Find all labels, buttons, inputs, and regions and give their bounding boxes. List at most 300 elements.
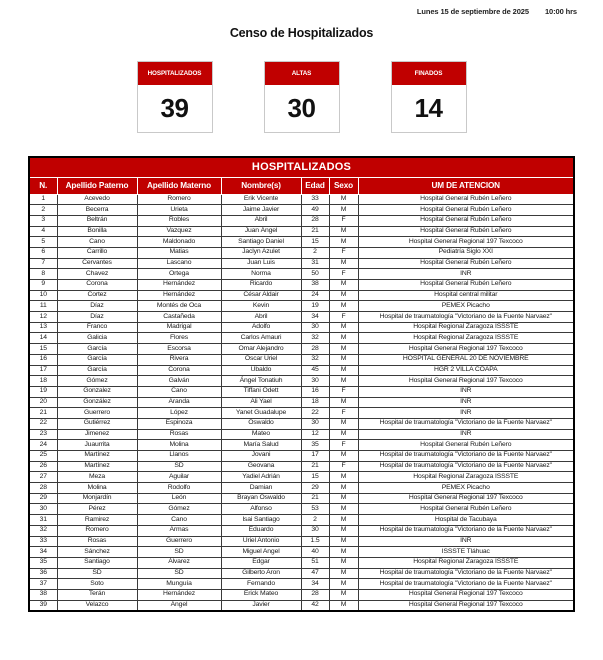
table-cell: HGR 2 VILLA COAPA <box>358 365 574 376</box>
table-cell: Hospital de traumatología "Victoriano de la Fuente Narvaez" <box>358 418 574 429</box>
table-cell: Jaclyn Azulet <box>221 247 301 258</box>
table-cell: Carlos Amauri <box>221 333 301 344</box>
table-cell: Corona <box>57 280 137 291</box>
table-cell: García <box>57 344 137 355</box>
table-row <box>29 247 574 258</box>
table-cell: PEMEX Picacho <box>358 301 574 312</box>
table-cell: 2 <box>29 205 57 216</box>
table-row <box>29 312 574 323</box>
table-cell: F <box>329 247 358 258</box>
table-cell: Urieta <box>137 205 221 216</box>
table-cell: Cano <box>137 515 221 526</box>
table-cell: M <box>329 504 358 515</box>
table-cell: 21 <box>301 493 329 504</box>
table-cell: Hospital General Regional 197 Texcoco <box>358 600 574 611</box>
report-datetime <box>417 7 577 16</box>
table-cell: Galicia <box>57 333 137 344</box>
table-cell: Acevedo <box>57 194 137 205</box>
table-cell: Monjardín <box>57 493 137 504</box>
stat-card-finados <box>391 61 467 133</box>
table-cell: Santiago Daniel <box>221 237 301 248</box>
table-cell: INR <box>358 386 574 397</box>
table-cell: 30 <box>29 504 57 515</box>
table-cell: M <box>329 483 358 494</box>
table-cell: SD <box>57 568 137 579</box>
stat-label-altas: ALTAS <box>265 62 339 85</box>
table-cell: 1.5 <box>301 536 329 547</box>
table-header-row <box>29 177 574 194</box>
table-cell: 17 <box>29 365 57 376</box>
col-header-apellido-materno: Apellido Materno <box>137 177 221 194</box>
table-cell: 22 <box>29 418 57 429</box>
table-cell: 33 <box>301 194 329 205</box>
table-cell: M <box>329 376 358 387</box>
table-cell: M <box>329 579 358 590</box>
table-cell: Lascano <box>137 258 221 269</box>
table-cell: 29 <box>301 483 329 494</box>
col-header-um-de-atencion: UM DE ATENCION <box>358 177 574 194</box>
table-cell: Bonilla <box>57 226 137 237</box>
table-cell: 50 <box>301 269 329 280</box>
table-cell: M <box>329 226 358 237</box>
table-cell: 16 <box>301 386 329 397</box>
table-cell: Gilberto Aron <box>221 568 301 579</box>
table-cell: Meza <box>57 472 137 483</box>
table-cell: 7 <box>29 258 57 269</box>
table-cell: Alfonso <box>221 504 301 515</box>
table-cell: Terán <box>57 589 137 600</box>
table-row <box>29 589 574 600</box>
table-row <box>29 557 574 568</box>
table-cell: M <box>329 429 358 440</box>
report-date: Lunes 15 de septiembre de 2025 <box>416 7 529 16</box>
table-cell: 30 <box>301 418 329 429</box>
table-cell: Hernández <box>137 280 221 291</box>
table-cell: 19 <box>301 301 329 312</box>
report-time: 10:00 hrs <box>544 7 577 16</box>
table-cell: 22 <box>301 408 329 419</box>
table-cell: M <box>329 290 358 301</box>
table-cell: Sánchez <box>57 547 137 558</box>
table-cell: Ramirez <box>57 515 137 526</box>
table-cell: Eduardo <box>221 525 301 536</box>
table-cell: 30 <box>301 376 329 387</box>
table-cell: 38 <box>301 280 329 291</box>
table-cell: Madrigal <box>137 322 221 333</box>
table-cell: SD <box>137 547 221 558</box>
table-cell: M <box>329 472 358 483</box>
table-cell: M <box>329 536 358 547</box>
table-cell: García <box>57 365 137 376</box>
table-cell: SD <box>137 461 221 472</box>
table-cell: Javier <box>221 600 301 611</box>
table-cell: INR <box>358 269 574 280</box>
table-cell: 3 <box>29 215 57 226</box>
stat-value-finados: 14 <box>414 93 443 123</box>
table-cell: 5 <box>29 237 57 248</box>
col-header-sexo: Sexo <box>329 177 358 194</box>
table-cell: M <box>329 589 358 600</box>
table-cell: PEMEX Picacho <box>358 483 574 494</box>
table-cell: Santiago <box>57 557 137 568</box>
table-cell: Ali Yael <box>221 397 301 408</box>
table-row <box>29 600 574 611</box>
table-cell: Hospital de traumatología "Victoriano de la Fuente Narvaez" <box>358 312 574 323</box>
table-cell: M <box>329 557 358 568</box>
table-cell: Montés de Oca <box>137 301 221 312</box>
table-cell: Juan Luis <box>221 258 301 269</box>
table-cell: Espinoza <box>137 418 221 429</box>
table-cell: Brayan Oswaldo <box>221 493 301 504</box>
table-cell: Hospital General Rubén Leñero <box>358 226 574 237</box>
table-row <box>29 354 574 365</box>
table-cell: M <box>329 322 358 333</box>
table-cell: 15 <box>301 237 329 248</box>
table-row <box>29 493 574 504</box>
table-cell: Ángel <box>137 600 221 611</box>
table-cell: M <box>329 515 358 526</box>
table-cell: F <box>329 440 358 451</box>
table-cell: César Aldair <box>221 290 301 301</box>
table-cell: 33 <box>29 536 57 547</box>
table-cell: Pérez <box>57 504 137 515</box>
table-cell: Hospital Regional Zaragoza ISSSTE <box>358 557 574 568</box>
table-row <box>29 301 574 312</box>
table-cell: Rosas <box>57 536 137 547</box>
table-cell: Cortez <box>57 290 137 301</box>
table-cell: Isai Santiago <box>221 515 301 526</box>
table-cell: 20 <box>29 397 57 408</box>
table-cell: 12 <box>29 312 57 323</box>
table-cell: Hospital General Regional 197 Texcoco <box>358 376 574 387</box>
table-cell: 19 <box>29 386 57 397</box>
table-cell: 34 <box>301 312 329 323</box>
table-cell: 21 <box>301 461 329 472</box>
table-cell: 13 <box>29 322 57 333</box>
table-cell: 24 <box>29 440 57 451</box>
table-cell: Norma <box>221 269 301 280</box>
col-header-n: N. <box>29 177 57 194</box>
table-row <box>29 322 574 333</box>
table-cell: Adolfo <box>221 322 301 333</box>
table-cell: Franco <box>57 322 137 333</box>
table-cell: Hernández <box>137 589 221 600</box>
table-cell: Hospital General Regional 197 Texcoco <box>358 344 574 355</box>
table-cell: 21 <box>301 226 329 237</box>
table-cell: Soto <box>57 579 137 590</box>
table-cell: Maldonado <box>137 237 221 248</box>
table-cell: 31 <box>29 515 57 526</box>
table-cell: Gómez <box>137 504 221 515</box>
table-cell: Uriel Antonio <box>221 536 301 547</box>
table-cell: Molina <box>137 440 221 451</box>
stat-label-finados: FINADOS <box>392 62 466 85</box>
table-cell: Beltrán <box>57 215 137 226</box>
table-cell: 40 <box>301 547 329 558</box>
table-row <box>29 418 574 429</box>
table-row <box>29 269 574 280</box>
table-cell: 32 <box>29 525 57 536</box>
table-cell: Geovana <box>221 461 301 472</box>
table-row <box>29 515 574 526</box>
table-cell: Llanos <box>137 451 221 462</box>
table-cell: Hospital General Rubén Leñero <box>358 194 574 205</box>
table-cell: 18 <box>29 376 57 387</box>
table-cell: Molina <box>57 483 137 494</box>
table-cell: Álvarez <box>137 557 221 568</box>
table-cell: 23 <box>29 429 57 440</box>
table-cell: 35 <box>301 440 329 451</box>
table-cell: Ortega <box>137 269 221 280</box>
table-cell: F <box>329 215 358 226</box>
table-cell: F <box>329 269 358 280</box>
table-cell: M <box>329 194 358 205</box>
table-cell: Hospital General Regional 197 Texcoco <box>358 237 574 248</box>
table-row <box>29 408 574 419</box>
table-row <box>29 226 574 237</box>
table-row <box>29 504 574 515</box>
table-row <box>29 429 574 440</box>
table-cell: Hospital General Rubén Leñero <box>358 258 574 269</box>
table-cell: Corona <box>137 365 221 376</box>
table-cell: 25 <box>29 451 57 462</box>
table-cell: Hospital General Rubén Leñero <box>358 215 574 226</box>
table-cell: Jimenez <box>57 429 137 440</box>
page-title: Censo de Hospitalizados <box>229 26 374 40</box>
table-cell: M <box>329 547 358 558</box>
col-header-edad: Edad <box>301 177 329 194</box>
table-cell: M <box>329 237 358 248</box>
table-cell: Jovani <box>221 451 301 462</box>
table-row <box>29 451 574 462</box>
table-cell: Cano <box>57 237 137 248</box>
table-cell: Cano <box>137 386 221 397</box>
table-cell: Pediatría Siglo XXI <box>358 247 574 258</box>
table-cell: Hernández <box>137 290 221 301</box>
stat-card-hospitalizados <box>137 61 213 133</box>
table-body <box>29 194 574 611</box>
table-cell: Gonzalez <box>57 386 137 397</box>
table-cell: Hospital de traumatología "Victoriano de la Fuente Narvaez" <box>358 568 574 579</box>
table-cell: Guerrero <box>137 536 221 547</box>
table-cell: Oswaldo <box>221 418 301 429</box>
table-row <box>29 461 574 472</box>
table-row <box>29 215 574 226</box>
table-cell: Hospital de traumatología "Victoriano de la Fuente Narvaez" <box>358 525 574 536</box>
table-cell: 26 <box>29 461 57 472</box>
table-cell: M <box>329 205 358 216</box>
table-row <box>29 194 574 205</box>
table-row <box>29 365 574 376</box>
table-cell: M <box>329 354 358 365</box>
table-cell: Hospital de traumatología "Victoriano de la Fuente Narvaez" <box>358 451 574 462</box>
table-banner: HOSPITALIZADOS <box>29 157 574 177</box>
stat-label-hospitalizados: HOSPITALIZADOS <box>138 62 212 85</box>
table-cell: Guerrero <box>57 408 137 419</box>
table-row <box>29 386 574 397</box>
table-cell: M <box>329 301 358 312</box>
table-cell: 16 <box>29 354 57 365</box>
table-cell: Ubaldo <box>221 365 301 376</box>
table-cell: Gómez <box>57 376 137 387</box>
table-cell: Hospital de Tacubaya <box>358 515 574 526</box>
table-cell: Hospital General Rubén Leñero <box>358 440 574 451</box>
table-cell: M <box>329 333 358 344</box>
table-cell: INR <box>358 429 574 440</box>
table-cell: SD <box>137 568 221 579</box>
table-row <box>29 376 574 387</box>
table-cell: 2 <box>301 515 329 526</box>
table-cell: Rodolfo <box>137 483 221 494</box>
table-cell: Martínez <box>57 461 137 472</box>
table-cell: Hospital de traumatología "Victoriano de la Fuente Narvaez" <box>358 579 574 590</box>
table-cell: García <box>57 354 137 365</box>
table-cell: 15 <box>29 344 57 355</box>
table-cell: M <box>329 280 358 291</box>
table-row <box>29 579 574 590</box>
table-cell: Erick Mateo <box>221 589 301 600</box>
table-cell: 30 <box>301 525 329 536</box>
table-cell: ISSSTE Tláhuac <box>358 547 574 558</box>
table-cell: Becerra <box>57 205 137 216</box>
table-cell: INR <box>358 397 574 408</box>
table-cell: Hospital central militar <box>358 290 574 301</box>
table-cell: 47 <box>301 568 329 579</box>
table-cell: Escorsa <box>137 344 221 355</box>
table-cell: Carrillo <box>57 247 137 258</box>
table-cell: 9 <box>29 280 57 291</box>
table-cell: Chavez <box>57 269 137 280</box>
table-banner-row <box>29 157 574 177</box>
table-cell: Hospital General Rubén Leñero <box>358 504 574 515</box>
table-cell: M <box>329 568 358 579</box>
table-row <box>29 258 574 269</box>
table-cell: F <box>329 386 358 397</box>
table-cell: Hospital Regional Zaragoza ISSSTE <box>358 472 574 483</box>
table-cell: Yanet Guadalupe <box>221 408 301 419</box>
table-cell: M <box>329 418 358 429</box>
table-cell: Abril <box>221 312 301 323</box>
table-cell: Yadiel Adrián <box>221 472 301 483</box>
table-cell: Cervantes <box>57 258 137 269</box>
table-cell: INR <box>358 408 574 419</box>
table-cell: Ricardo <box>221 280 301 291</box>
table-cell: Díaz <box>57 312 137 323</box>
table-cell: 28 <box>301 344 329 355</box>
table-cell: Matias <box>137 247 221 258</box>
table-cell: Rivera <box>137 354 221 365</box>
table-cell: M <box>329 258 358 269</box>
table-cell: 14 <box>29 333 57 344</box>
table-row <box>29 547 574 558</box>
table-row <box>29 568 574 579</box>
col-header-apellido-paterno: Apellido Paterno <box>57 177 137 194</box>
table-cell: Fernando <box>221 579 301 590</box>
table-cell: 37 <box>29 579 57 590</box>
table-cell: Hospital de traumatología "Victoriano de la Fuente Narvaez" <box>358 461 574 472</box>
table-cell: 32 <box>301 354 329 365</box>
table-cell: 32 <box>301 333 329 344</box>
table-cell: 18 <box>301 397 329 408</box>
table-cell: 10 <box>29 290 57 301</box>
table-cell: Hospital General Regional 197 Texcoco <box>358 493 574 504</box>
table-cell: Juaurrita <box>57 440 137 451</box>
table-cell: M <box>329 397 358 408</box>
table-row <box>29 483 574 494</box>
table-cell: M <box>329 344 358 355</box>
table-cell: López <box>137 408 221 419</box>
stat-value-hospitalizados: 39 <box>160 93 189 123</box>
table-cell: Díaz <box>57 301 137 312</box>
table-cell: Martínez <box>57 451 137 462</box>
table-cell: 17 <box>301 451 329 462</box>
table-cell: M <box>329 600 358 611</box>
table-cell: Aguilar <box>137 472 221 483</box>
table-cell: 53 <box>301 504 329 515</box>
table-cell: 35 <box>29 557 57 568</box>
table-row <box>29 440 574 451</box>
table-cell: 49 <box>301 205 329 216</box>
table-cell: F <box>329 408 358 419</box>
table-cell: 28 <box>301 589 329 600</box>
table-cell: Flores <box>137 333 221 344</box>
table-cell: 8 <box>29 269 57 280</box>
table-row <box>29 333 574 344</box>
table-row <box>29 280 574 291</box>
table-cell: Galván <box>137 376 221 387</box>
table-cell: Hospital General Regional 197 Texcoco <box>358 589 574 600</box>
table-cell: 15 <box>301 472 329 483</box>
table-cell: Munguía <box>137 579 221 590</box>
table-row <box>29 525 574 536</box>
table-cell: Romero <box>137 194 221 205</box>
table-cell: Tiffani Odett <box>221 386 301 397</box>
table-cell: 38 <box>29 589 57 600</box>
table-cell: 36 <box>29 568 57 579</box>
table-cell: 11 <box>29 301 57 312</box>
table-cell: M <box>329 493 358 504</box>
table-row <box>29 472 574 483</box>
table-cell: 42 <box>301 600 329 611</box>
table-cell: Romero <box>57 525 137 536</box>
table-cell: Armas <box>137 525 221 536</box>
table-cell: HOSPITAL GENERAL 20 DE NOVIEMBRE <box>358 354 574 365</box>
table-cell: M <box>329 451 358 462</box>
hospitalized-table <box>28 156 575 612</box>
table-row <box>29 205 574 216</box>
col-header-nombres: Nombre(s) <box>221 177 301 194</box>
table-cell: Ángel Tonatiuh <box>221 376 301 387</box>
table-cell: 28 <box>301 215 329 226</box>
table-cell: Mateo <box>221 429 301 440</box>
table-cell: 39 <box>29 600 57 611</box>
table-cell: M <box>329 365 358 376</box>
table-cell: Hospital General Rubén Leñero <box>358 205 574 216</box>
table-cell: 6 <box>29 247 57 258</box>
table-cell: 45 <box>301 365 329 376</box>
table-row <box>29 290 574 301</box>
stat-card-altas <box>264 61 340 133</box>
table-cell: Castañeda <box>137 312 221 323</box>
stat-value-altas: 30 <box>287 93 316 123</box>
table-cell: Oscar Uriel <box>221 354 301 365</box>
table-cell: Hospital General Rubén Leñero <box>358 280 574 291</box>
table-cell: 30 <box>301 322 329 333</box>
table-row <box>29 397 574 408</box>
table-cell: 51 <box>301 557 329 568</box>
table-cell: 28 <box>29 483 57 494</box>
table-cell: Damian <box>221 483 301 494</box>
